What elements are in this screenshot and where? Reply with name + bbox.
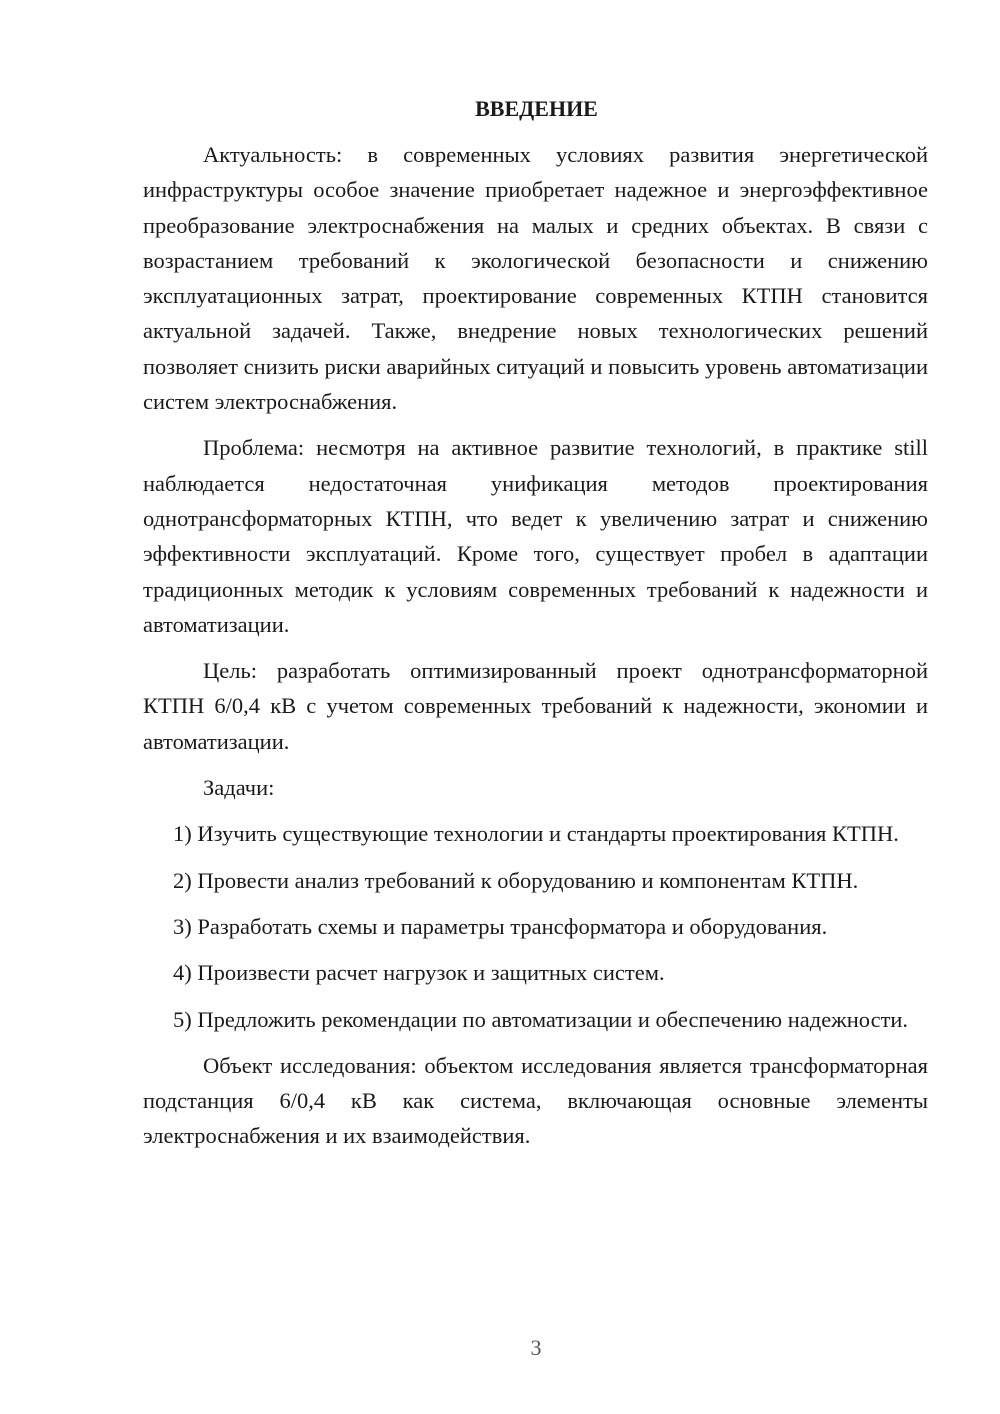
page-number: 3 <box>530 1335 542 1360</box>
paragraph-goal: Цель: разработать оптимизированный проект однотрансформаторной КТПН 6/0,4 кВ с учетом современных требований к надежности, экономии и автоматизации. <box>143 658 928 754</box>
document-page <box>143 92 928 1165</box>
task-item-1: 1) Изучить существующие технологии и стандарты проектирования КТПН. <box>173 821 899 847</box>
task-item-5: 5) Предложить рекомендации по автоматизации и обеспечению надежности. <box>173 1006 909 1032</box>
task-item-2: 2) Провести анализ требований к оборудованию и компонентам КТПН. <box>173 867 859 893</box>
task-item-4: 4) Произвести расчет нагрузок и защитных систем. <box>173 960 665 986</box>
document-title: ВВЕДЕНИЕ <box>475 96 598 121</box>
task-item-3: 3) Разработать схемы и параметры трансформатора и оборудования. <box>173 913 828 939</box>
paragraph-relevance: Актуальность: в современных условиях развития энергетической инфраструктуры особое значение приобретает надежное и энергоэффективное преобразование электроснабжения на малых и средних объектах. В связи с возрастанием требований к экологической безопасности и снижению эксплуатационных затрат, проектирование современных КТПН становится актуальной задачей. Также, внедрение новых технологических решений позволяет снизить риски аварийных ситуаций и повысить уровень автоматизации систем электроснабжения. <box>143 142 928 415</box>
paragraph-research-object: Объект исследования: объектом исследования является трансформаторная подстанция 6/0,4 кВ как система, включающая основные элементы электроснабжения и их взаимодействия. <box>143 1052 928 1149</box>
paragraph-tasks-heading: Задачи: <box>203 775 275 801</box>
paragraph-problem: Проблема: несмотря на активное развитие технологий, в практике still наблюдается недостаточная унификация методов проектирования однотрансформаторных КТПН, что ведет к увеличению затрат и снижению эффективности эксплуатаций. Кроме того, существует пробел в адаптации традиционных методик к условиям современных требований к надежности и автоматизации. <box>143 435 928 637</box>
